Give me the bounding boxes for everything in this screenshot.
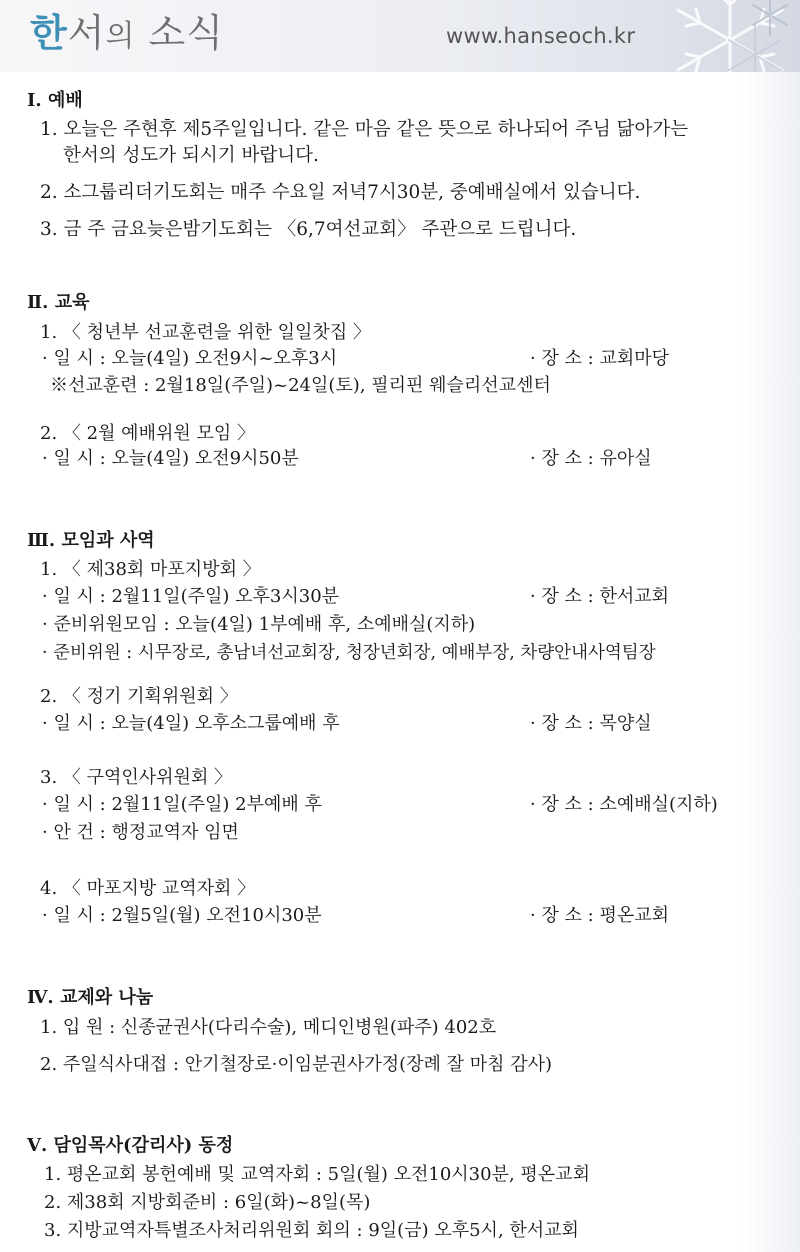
education-item-1-note: ※선교훈련 : 2월18일(주일)~24일(토), 필리핀 웨슬리선교센터 bbox=[50, 375, 551, 396]
worship-item-2: 2. 소그룹리더기도회는 매주 수요일 저녁7시30분, 중예배실에서 있습니다. bbox=[40, 182, 641, 203]
ministry-item-4-title: 4. 〈 마포지방 교역자회 〉 bbox=[40, 878, 256, 899]
fellowship-item-2: 2. 주일식사대접 : 안기철장로·이임분권사가정(장례 잘 마침 감사) bbox=[40, 1054, 553, 1075]
ministry-item-1-title: 1. 〈 제38회 마포지방회 〉 bbox=[40, 559, 261, 580]
website-url: www.hanseoch.kr bbox=[446, 24, 636, 48]
ministry-item-4-time: · 일 시 : 2월5일(월) 오전10시30분 bbox=[42, 905, 322, 926]
pastor-schedule-item-1: 1. 평온교회 봉헌예배 및 교역자회 : 5일(월) 오전10시30분, 평온교회 bbox=[44, 1164, 590, 1185]
fellowship-item-1: 1. 입 원 : 신종균권사(다리수술), 메디인병원(파주) 402호 bbox=[40, 1017, 497, 1038]
education-item-1-place: · 장 소 : 교회마당 bbox=[530, 348, 670, 369]
ministry-item-1-members: · 준비위원 : 시무장로, 총남녀선교회장, 청장년회장, 예배부장, 차량안내사역팀장 bbox=[42, 643, 656, 663]
ministry-item-1-prep: · 준비위원모임 : 오늘(4일) 1부예배 후, 소예배실(지하) bbox=[42, 614, 476, 635]
education-item-2-place: · 장 소 : 유아실 bbox=[530, 448, 652, 469]
section-heading-education: Ⅱ. 교육 bbox=[27, 292, 90, 313]
ministry-item-3-title: 3. 〈 구역인사위원회 〉 bbox=[40, 767, 233, 788]
ministry-item-2-title: 2. 〈 정기 기획위원회 〉 bbox=[40, 686, 238, 707]
worship-item-1-line-2: 한서의 성도가 되시기 바랍니다. bbox=[63, 145, 319, 166]
education-item-1-time: · 일 시 : 오늘(4일) 오전9시~오후3시 bbox=[42, 348, 338, 369]
section-heading-pastor-schedule: Ⅴ. 담임목사(감리사) 동정 bbox=[27, 1135, 234, 1156]
header-title-small: 의 bbox=[105, 19, 136, 54]
section-heading-worship: Ⅰ. 예배 bbox=[27, 90, 83, 111]
education-item-1-title: 1. 〈 청년부 선교훈련을 위한 일일찻집 〉 bbox=[40, 322, 371, 343]
section-heading-fellowship: Ⅳ. 교제와 나눔 bbox=[27, 987, 154, 1008]
worship-item-1-line-1: 1. 오늘은 주현후 제5주일입니다. 같은 마음 같은 뜻으로 하나되어 주님 닮아가는 bbox=[40, 119, 689, 140]
ministry-item-1-time: · 일 시 : 2월11일(주일) 오후3시30분 bbox=[42, 586, 340, 607]
ministry-item-3-place: · 장 소 : 소예배실(지하) bbox=[530, 794, 718, 815]
header-title-rest: 서 bbox=[67, 11, 106, 55]
ministry-item-1-place: · 장 소 : 한서교회 bbox=[530, 586, 670, 607]
ministry-item-3-time: · 일 시 : 2월11일(주일) 2부예배 후 bbox=[42, 794, 322, 815]
education-item-2-time: · 일 시 : 오늘(4일) 오전9시50분 bbox=[42, 448, 299, 469]
pastor-schedule-item-2: 2. 제38회 지방회준비 : 6일(화)~8일(목) bbox=[44, 1192, 371, 1213]
header-title-end: 소식 bbox=[148, 11, 224, 55]
ministry-item-4-place: · 장 소 : 평온교회 bbox=[530, 905, 670, 926]
ministry-item-2-time: · 일 시 : 오늘(4일) 오후소그룹예배 후 bbox=[42, 713, 340, 734]
pastor-schedule-item-3: 3. 지방교역자특별조사처리위원회 회의 : 9일(금) 오후5시, 한서교회 bbox=[44, 1220, 579, 1241]
ministry-item-3-agenda: · 안 건 : 행정교역자 임면 bbox=[42, 822, 239, 843]
ministry-item-2-place: · 장 소 : 목양실 bbox=[530, 713, 652, 734]
worship-item-3: 3. 금 주 금요늦은밤기도회는 〈6,7여선교회〉 주관으로 드립니다. bbox=[40, 219, 577, 240]
header-title-accent: 한 bbox=[30, 11, 68, 55]
education-item-2-title: 2. 〈 2월 예배위원 모임 〉 bbox=[40, 423, 255, 444]
section-heading-ministry: Ⅲ. 모임과 사역 bbox=[27, 530, 155, 551]
